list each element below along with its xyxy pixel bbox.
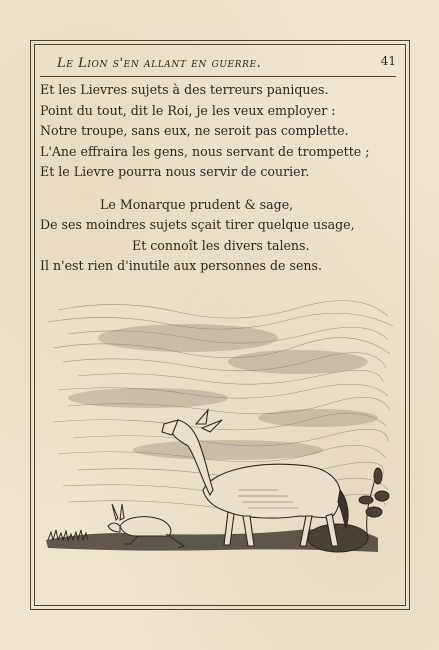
verse-line: Et le Lievre pourra nous servir de courier.	[40, 164, 310, 179]
engraving-illustration	[38, 290, 402, 590]
page-header	[40, 54, 400, 76]
cloud-shading	[68, 324, 378, 460]
verse-line: Et les Lievres sujets à des terreurs paniques.	[40, 82, 329, 97]
page-title: Le Lion s'en allant en guerre.	[57, 56, 262, 71]
moral-line: Le Monarque prudent & sage,	[100, 196, 294, 212]
donkey	[162, 410, 348, 546]
fable-text	[40, 80, 400, 277]
page-number: 41	[380, 54, 396, 68]
header-rule	[40, 76, 396, 77]
moral-line: De ses moindres sujets sçait tirer quelque usage,	[40, 217, 355, 232]
moral-line: Il n'est rien d'inutile aux personnes de sens.	[40, 258, 322, 273]
verse-line: Point du tout, dit le Roi, je les veux employer :	[40, 102, 336, 118]
moral-line: Et connoît les divers talens.	[132, 237, 310, 253]
verse-line: L'Ane effraira les gens, nous servant de trompette ;	[40, 143, 370, 159]
verse-line: Notre troupe, sans eux, ne seroit pas complette.	[40, 123, 349, 138]
